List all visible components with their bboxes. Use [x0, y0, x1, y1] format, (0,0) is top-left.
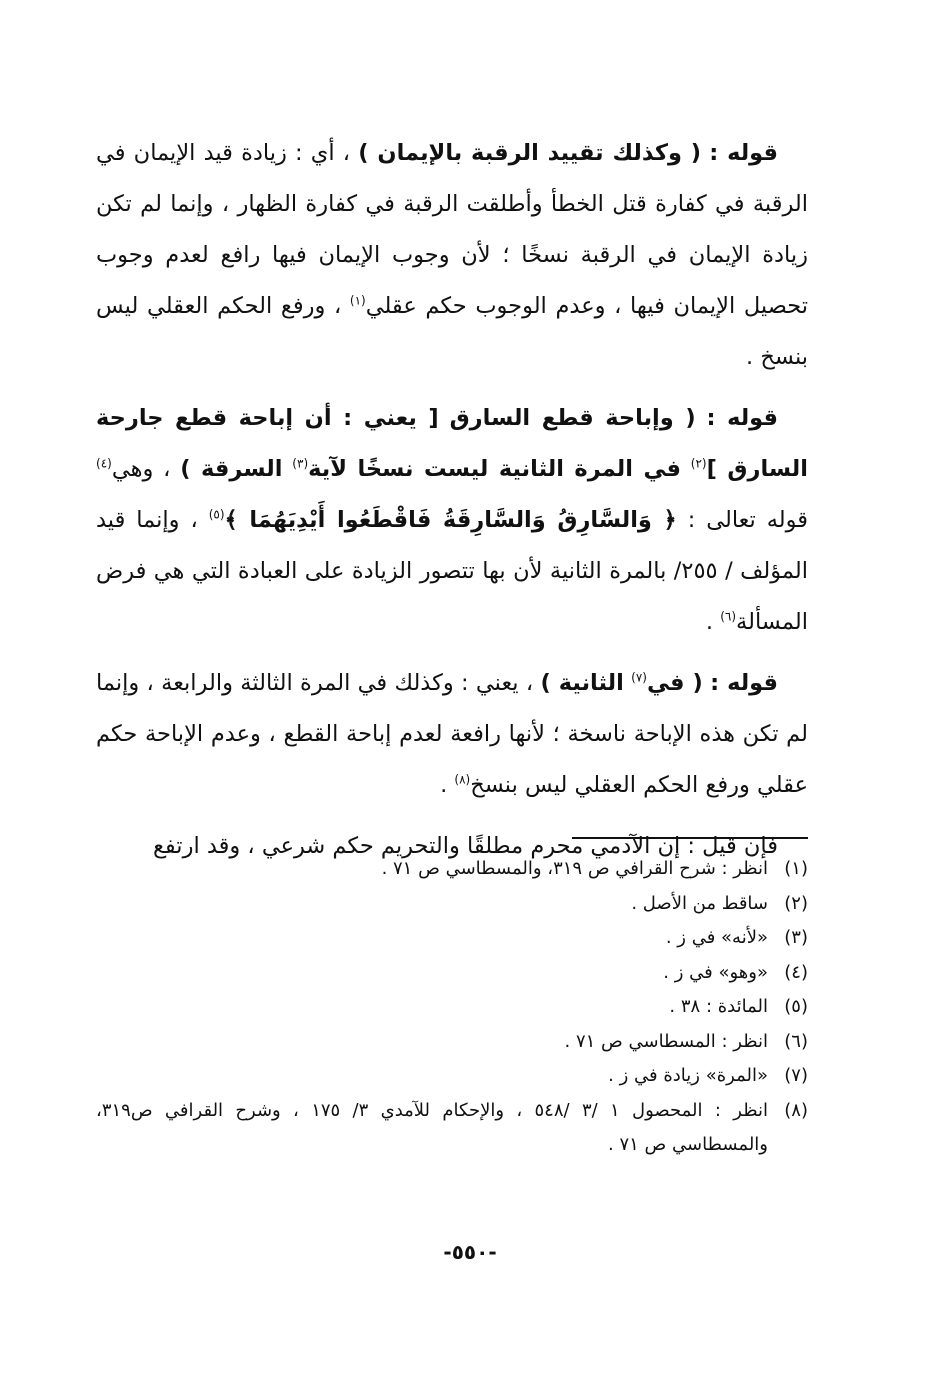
quoted-text: ( وإباحة قطع السارق: [449, 405, 696, 431]
paragraph-1: [96, 128, 808, 383]
main-text: [96, 128, 808, 882]
commentary-text: قوله تعالى :: [687, 507, 809, 533]
footnote-ref: (٧): [631, 670, 647, 685]
footnote-ref: (٣): [292, 456, 309, 471]
quoted-text: في المرة الثانية ليست نسخًا لآية: [308, 456, 681, 482]
footnote-ref: (٦): [720, 609, 737, 624]
footnote-item: [96, 1059, 808, 1094]
footnote-item: [96, 921, 808, 956]
paragraph-2: [96, 393, 808, 648]
paragraph-label: قوله :: [710, 670, 779, 696]
commentary-text: .: [440, 772, 448, 798]
quoted-text: الثانية ): [540, 670, 624, 696]
commentary-text: فإن قيل : إن الآدمي محرم مطلقًا والتحريم حكم شرعي ، وقد ارتفع: [152, 833, 778, 859]
quoted-text: السرقة ): [180, 456, 283, 482]
footnote-item: [96, 852, 808, 887]
commentary-text: ، أي : زيادة قيد الإيمان في الرقبة في كفارة قتل الخطأ وأطلقت الرقبة في كفارة الظهار ، وإنما لم تكن زيادة الإيمان في الرقبة نسخًا ؛ لأن وجوب الإيمان فيها رافع لعدم وجوب تحصيل الإيمان فيها ، وعدم الوجوب حكم عقلي: [96, 140, 808, 319]
quoted-text: ( وكذلك تقييد الرقبة بالإيمان ): [358, 140, 702, 166]
footnote-ref: (٨): [454, 772, 471, 787]
footnote-separator: [572, 837, 808, 839]
commentary-text: ، وهي: [111, 456, 171, 482]
quoted-text: ( في: [646, 670, 703, 696]
footnote-text: انظر : المسطاسي ص ٧١ .: [564, 1030, 768, 1052]
footnote-text: انظر : شرح القرافي ص ٣١٩، والمسطاسي ص ٧١ .: [381, 858, 768, 879]
footnote-item: [96, 956, 808, 991]
footnote-number: (٣): [784, 927, 808, 948]
footnote-text: انظر : المحصول ١ /٣ /٥٤٨ ، والإحكام للآمدي ٣/ ١٧٥ ، وشرح القرافي ص٣١٩، والمسطاسي ص ٧١ .: [96, 1099, 768, 1155]
footnote-ref: (٥): [208, 507, 225, 522]
footnote-number: (١): [784, 858, 808, 879]
commentary-text: ، وإنما قيد المؤلف / ٢٥٥/ بالمرة الثانية لأن بها تتصور الزيادة على العبادة التي هي فرض المسألة: [96, 507, 808, 635]
footnote-text: المائدة : ٣٨ .: [669, 996, 768, 1017]
commentary-text: .: [705, 609, 714, 635]
footnote-number: (٨): [784, 1099, 808, 1121]
footnote-text: «المرة» زيادة في ز .: [608, 1065, 768, 1086]
footnote-item: [96, 887, 808, 922]
footnote-text: ساقط من الأصل .: [631, 892, 768, 914]
commentary-text: ، ورفع الحكم العقلي ليس بنسخ .: [96, 293, 808, 370]
paragraph-3: [96, 658, 808, 811]
quran-verse: ﴿ وَالسَّارِقُ وَالسَّارِقَةُ فَاقْطَعُوا أَيْدِيَهُمَا ﴾: [224, 507, 677, 533]
footnote-number: (٦): [784, 1030, 808, 1052]
commentary-text: ، يعني : وكذلك في المرة الثالثة والرابعة ، وإنما لم تكن هذه الإباحة ناسخة ؛ لأنها رافعة لعدم إباحة القطع ، وعدم الإباحة حكم عقلي ورفع الحكم العقلي ليس بنسخ: [96, 670, 808, 798]
bracketed-insertion: [ يعني : أن إباحة قطع جارحة السارق ]: [96, 405, 808, 482]
footnote-ref: (٤): [96, 456, 112, 471]
paragraph-label: قوله :: [709, 140, 779, 166]
footnotes: [96, 852, 808, 1163]
footnote-number: (٥): [784, 996, 808, 1017]
footnote-ref: (١): [349, 293, 366, 308]
footnote-ref: (٢): [690, 456, 707, 471]
footnote-item: [96, 1094, 808, 1163]
footnote-number: (٧): [784, 1065, 808, 1086]
footnote-item: [96, 1025, 808, 1060]
footnote-number: (٤): [784, 961, 808, 983]
footnote-item: [96, 990, 808, 1025]
page-number: -٥٥٠-: [443, 1240, 497, 1264]
footnote-number: (٢): [784, 892, 808, 914]
paragraph-label: قوله :: [706, 405, 778, 431]
footnote-text: «وهو» في ز .: [663, 961, 768, 983]
footnote-text: «لأنه» في ز .: [665, 927, 768, 948]
